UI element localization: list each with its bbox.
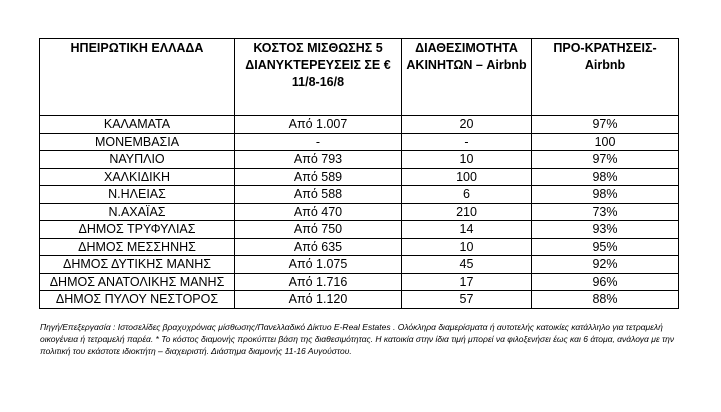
table-header-row xyxy=(40,39,679,116)
cell-availability: 10 xyxy=(402,238,532,256)
header-rental-cost: ΚΟΣΤΟΣ ΜΙΣΘΩΣΗΣ 5 ΔΙΑΝΥΚΤΕΡΕΥΣΕΙΣ ΣΕ € 11/8-16/8 xyxy=(235,39,402,116)
table-row xyxy=(40,168,679,186)
cell-region: Ν.ΗΛΕΙΑΣ xyxy=(40,186,235,204)
cell-availability: 20 xyxy=(402,116,532,134)
cell-availability: 210 xyxy=(402,203,532,221)
cell-region: ΧΑΛΚΙΔΙΚΗ xyxy=(40,168,235,186)
cell-availability: 6 xyxy=(402,186,532,204)
cell-pre-bookings: 97% xyxy=(532,116,679,134)
cell-pre-bookings: 98% xyxy=(532,186,679,204)
cell-cost: Από 793 xyxy=(235,151,402,169)
cell-availability: - xyxy=(402,133,532,151)
cell-availability: 57 xyxy=(402,291,532,309)
cell-region: ΝΑΥΠΛΙΟ xyxy=(40,151,235,169)
rental-cost-table-container xyxy=(39,38,678,309)
cell-pre-bookings: 95% xyxy=(532,238,679,256)
cell-region: ΔΗΜΟΣ ΜΕΣΣΗΝΗΣ xyxy=(40,238,235,256)
cell-pre-bookings: 92% xyxy=(532,256,679,274)
cell-cost: Από 1.120 xyxy=(235,291,402,309)
cell-region: ΔΗΜΟΣ ΤΡΥΦΥΛΙΑΣ xyxy=(40,221,235,239)
header-availability: ΔΙΑΘΕΣΙΜΟΤΗΤΑ ΑΚΙΝΗΤΩΝ – Airbnb xyxy=(402,39,532,116)
cell-cost: Από 1.716 xyxy=(235,273,402,291)
cell-pre-bookings: 97% xyxy=(532,151,679,169)
table-row xyxy=(40,273,679,291)
cell-pre-bookings: 96% xyxy=(532,273,679,291)
table-row xyxy=(40,238,679,256)
cell-region: ΔΗΜΟΣ ΔΥΤΙΚΗΣ ΜΑΝΗΣ xyxy=(40,256,235,274)
cell-cost: Από 750 xyxy=(235,221,402,239)
cell-availability: 14 xyxy=(402,221,532,239)
table-row xyxy=(40,151,679,169)
cell-cost: Από 589 xyxy=(235,168,402,186)
table-row xyxy=(40,221,679,239)
rental-cost-table xyxy=(39,38,679,309)
cell-cost: Από 1.007 xyxy=(235,116,402,134)
cell-pre-bookings: 88% xyxy=(532,291,679,309)
table-row xyxy=(40,116,679,134)
cell-pre-bookings: 100 xyxy=(532,133,679,151)
cell-availability: 45 xyxy=(402,256,532,274)
cell-pre-bookings: 93% xyxy=(532,221,679,239)
cell-pre-bookings: 73% xyxy=(532,203,679,221)
table-row xyxy=(40,256,679,274)
source-note: Πηγή/Επεξεργασία : Ιστοσελίδες βραχυχρόνιας μίσθωσης/Πανελλαδικό Δίκτυο E-Real Estates . Ολόκληρα διαμερίσματα ή αυτοτελής κατοικίες κατάλληλο για τετραμελή οικογένεια ή τετραμελή παρέα. * Το κόστος διαμονής προκύπτει βάση της διαθεσιμότητας. Η κατοικία στην ίδια τιμή μπορεί να φιλοξενήσει έως και 6 άτομα, ανάλογα με την πολιτική του εκάστοτε ιδιοκτήτη – διαχειριστή. Διάστημα διαμονής 11-16 Αυγούστου. xyxy=(40,322,675,356)
cell-availability: 17 xyxy=(402,273,532,291)
header-region: ΗΠΕΙΡΩΤΙΚΗ ΕΛΛΑΔΑ xyxy=(40,39,235,116)
cell-region: ΔΗΜΟΣ ΑΝΑΤΟΛΙΚΗΣ ΜΑΝΗΣ xyxy=(40,273,235,291)
table-row xyxy=(40,133,679,151)
cell-region: Ν.ΑΧΑΪΑΣ xyxy=(40,203,235,221)
header-pre-bookings: ΠΡΟ-ΚΡΑΤΗΣΕΙΣ- Airbnb xyxy=(532,39,679,116)
cell-cost: Από 1.075 xyxy=(235,256,402,274)
cell-cost: Από 470 xyxy=(235,203,402,221)
table-row xyxy=(40,203,679,221)
cell-region: ΜΟΝΕΜΒΑΣΙΑ xyxy=(40,133,235,151)
cell-availability: 100 xyxy=(402,168,532,186)
cell-cost: - xyxy=(235,133,402,151)
cell-availability: 10 xyxy=(402,151,532,169)
cell-cost: Από 635 xyxy=(235,238,402,256)
cell-region: ΚΑΛΑΜΑΤΑ xyxy=(40,116,235,134)
table-row xyxy=(40,186,679,204)
table-row xyxy=(40,291,679,309)
cell-pre-bookings: 98% xyxy=(532,168,679,186)
cell-cost: Από 588 xyxy=(235,186,402,204)
cell-region: ΔΗΜΟΣ ΠΥΛΟΥ ΝΕΣΤΟΡΟΣ xyxy=(40,291,235,309)
